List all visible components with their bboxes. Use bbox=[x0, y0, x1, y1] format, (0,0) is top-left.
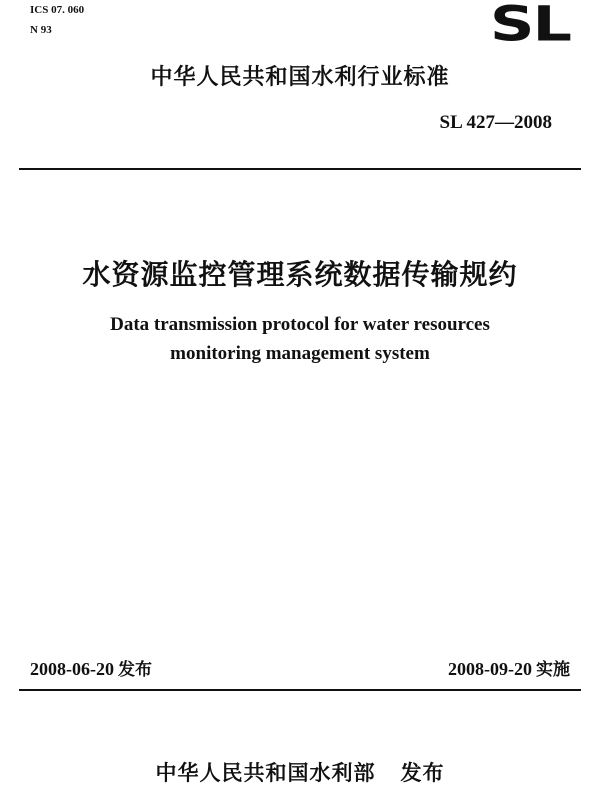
ministry-standard-heading: 中华人民共和国水利行业标准 bbox=[150, 65, 450, 90]
publisher-name: 中华人民共和国水利部 bbox=[155, 761, 376, 785]
top-divider bbox=[19, 168, 581, 170]
publisher-action: 发布 bbox=[400, 761, 445, 785]
class-code: N 93 bbox=[30, 24, 52, 36]
title-english-line1: Data transmission protocol for water resources bbox=[110, 314, 490, 335]
implement-label: 实施 bbox=[536, 660, 570, 680]
issue-date-block bbox=[30, 655, 152, 680]
classification-codes bbox=[30, 4, 84, 44]
title-english-line2: monitoring management system bbox=[170, 343, 430, 364]
implement-date: 2008-09-20 bbox=[448, 659, 532, 679]
issue-date: 2008-06-20 bbox=[30, 659, 114, 679]
bottom-divider bbox=[19, 689, 581, 691]
implement-date-block bbox=[448, 655, 570, 680]
sl-logo: SL bbox=[489, 0, 570, 53]
title-chinese: 水资源监控管理系统数据传输规约 bbox=[82, 258, 518, 291]
issue-label: 发布 bbox=[118, 660, 152, 680]
standard-number: SL 427—2008 bbox=[439, 112, 552, 133]
ics-code: ICS 07. 060 bbox=[30, 4, 85, 16]
publisher-line bbox=[0, 757, 600, 787]
